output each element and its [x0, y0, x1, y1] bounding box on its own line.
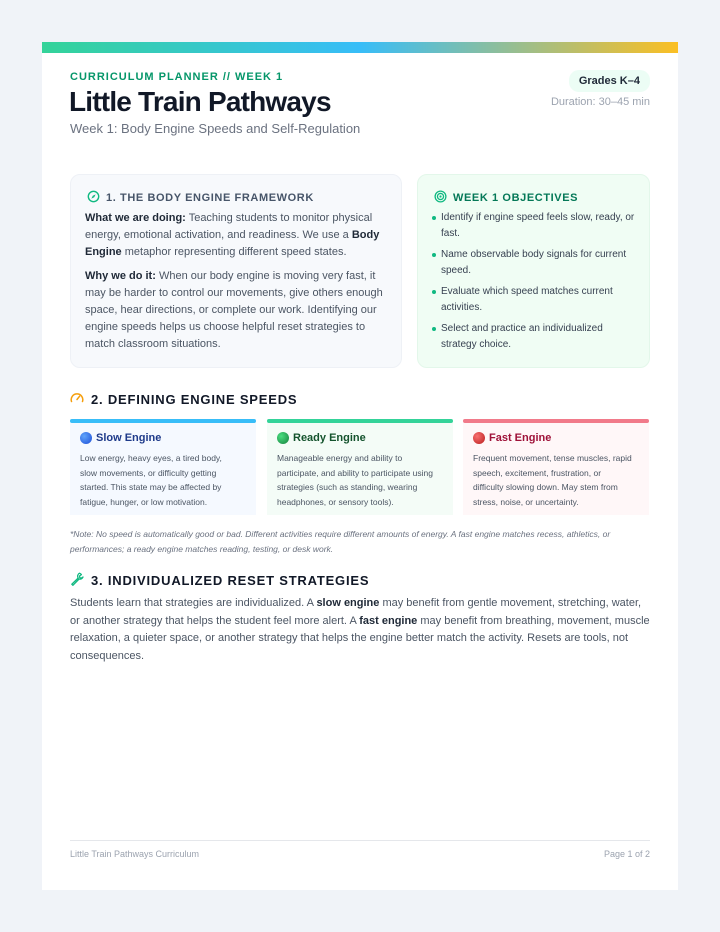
fast-engine-card [463, 419, 649, 515]
curriculum-page [42, 42, 678, 890]
fast-engine-accent-bar [463, 419, 649, 423]
slow-engine-title [80, 432, 161, 444]
target-icon [434, 190, 447, 206]
gradient-accent-bar [42, 42, 678, 53]
grades-badge: Grades K–4 [569, 70, 650, 92]
framework-heading [87, 190, 314, 206]
blue-circle-icon [80, 432, 92, 444]
what-text-end: metaphor representing different speed states. [121, 246, 347, 258]
fast-engine-title [473, 432, 551, 444]
strategies-paragraph [70, 595, 650, 665]
what-paragraph [85, 210, 391, 261]
strategies-heading-text: 3. INDIVIDUALIZED RESET STRATEGIES [91, 573, 370, 588]
why-paragraph [85, 268, 391, 353]
slow-engine-term: slow engine [316, 597, 380, 609]
ready-engine-description: Manageable energy and ability to participate, and ability to participate using strategies (such as standing, wearing headphones, or sensory tools). [277, 453, 433, 507]
speeds-section-heading [70, 391, 297, 407]
why-text: When our body engine is moving very fast, it may be harder to control our movements, give others enough space, hear directions, or complete our work. Identifying our engine speeds helps us choose helpful reset strategies to match classroom situations. [85, 270, 383, 350]
strategies-text-mid: may benefit from gentle movement, stretching, water, or another strategy that helps the student feel more alert. A [70, 597, 642, 627]
footer-divider [70, 840, 650, 841]
duration-label: Duration: 30–45 min [550, 96, 650, 108]
fast-engine-description: Frequent movement, tense muscles, rapid speech, excitement, frustration, or difficulty slowing down. May stem from stress, noise, or uncertainty. [473, 453, 632, 507]
slow-engine-card [70, 419, 256, 515]
gauge-icon [70, 391, 84, 407]
page-title: Little Train Pathways [69, 86, 331, 117]
ready-engine-label: Ready Engine [293, 432, 366, 444]
fast-engine-label: Fast Engine [489, 432, 552, 444]
strategies-text: Students learn that strategies are individualized. A [70, 597, 317, 609]
objectives-list [432, 210, 638, 358]
what-label: What we are doing: [85, 212, 186, 224]
ready-engine-card [267, 419, 453, 515]
objective-item: Evaluate which speed matches current activities. [432, 284, 638, 316]
what-text: Teaching students to monitor physical energy, emotional activation, and readiness. We use a [85, 212, 373, 241]
page-subtitle: Week 1: Body Engine Speeds and Self-Regulation [70, 121, 361, 136]
speeds-note: *Note: No speed is automatically good or bad. Different activities require different amounts of energy. A fast engine matches recess, athletics, or performances; a ready engine matches reading, testing, or desk work. [70, 529, 611, 554]
objectives-heading [434, 190, 578, 206]
strategies-section-heading [70, 572, 369, 589]
objective-item: Select and practice an individualized strategy choice. [432, 321, 638, 353]
wrench-icon [70, 572, 84, 589]
red-circle-icon [473, 432, 485, 444]
framework-heading-text: 1. THE BODY ENGINE FRAMEWORK [106, 192, 314, 204]
footer-curriculum-name: Little Train Pathways Curriculum [70, 849, 200, 859]
slow-engine-accent-bar [70, 419, 256, 423]
footer-page-number: Page 1 of 2 [603, 849, 650, 859]
objective-item: Name observable body signals for current speed. [432, 247, 638, 279]
objectives-card [417, 174, 650, 368]
body-engine-term: Body Engine [85, 229, 380, 258]
eyebrow-label: CURRICULUM PLANNER // WEEK 1 [70, 71, 284, 83]
objective-item: Identify if engine speed feels slow, ready, or fast. [432, 210, 638, 242]
why-label: Why we do it: [85, 270, 156, 282]
fast-engine-term: fast engine [359, 614, 418, 627]
compass-icon [87, 190, 100, 206]
speeds-heading-text: 2. DEFINING ENGINE SPEEDS [91, 391, 298, 407]
strategies-text-end: may benefit from breathing, movement, muscle relaxation, a quieter space, or another strategy that helps the engine better match the activity. Resets are tools, not consequences. [70, 614, 650, 662]
green-circle-icon [277, 432, 289, 444]
ready-engine-title [277, 432, 366, 444]
slow-engine-label: Slow Engine [96, 432, 162, 444]
objectives-heading-text: WEEK 1 OBJECTIVES [453, 192, 579, 204]
slow-engine-description: Low energy, heavy eyes, a tired body, slow movements, or difficulty getting started. This state may be affected by fatigue, hunger, or low motivation. [80, 453, 222, 507]
ready-engine-accent-bar [267, 419, 453, 423]
framework-card [70, 174, 402, 368]
